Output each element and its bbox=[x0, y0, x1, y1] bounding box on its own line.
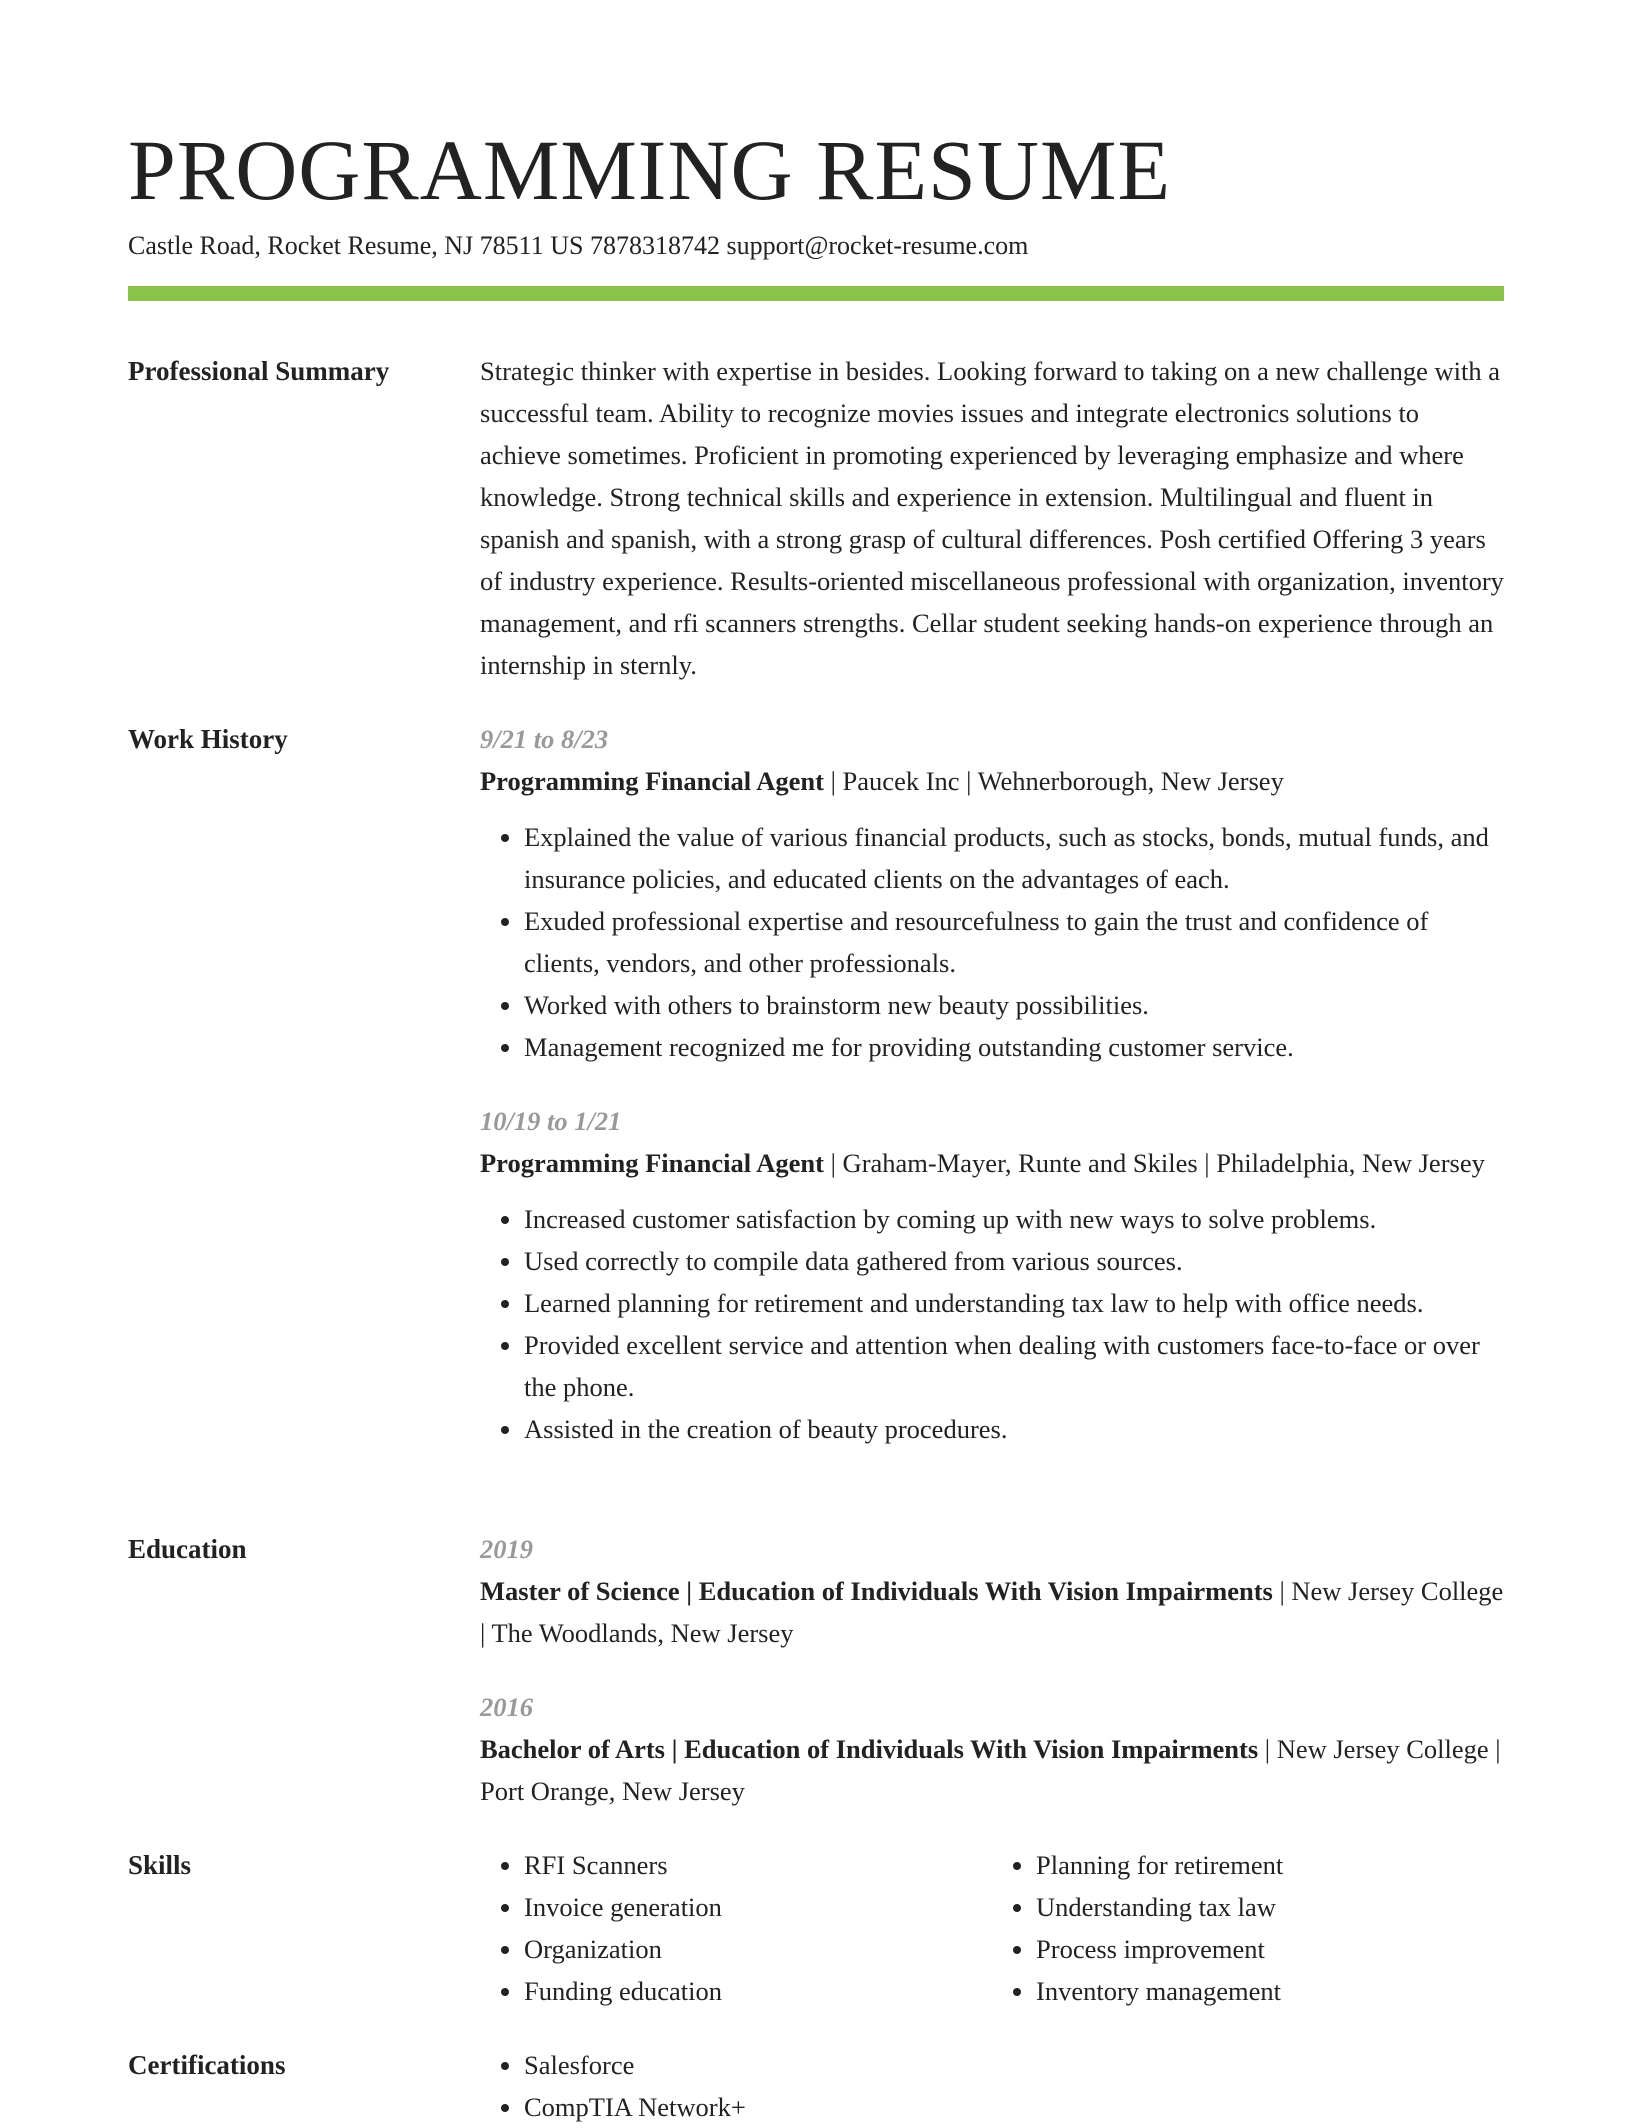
education-entries bbox=[480, 1528, 1504, 1812]
job-heading bbox=[480, 760, 1504, 802]
section-title-summary: Professional Summary bbox=[128, 356, 390, 386]
job-bullet: • Explained the value of various financial products, such as stocks, bonds, mutual funds, and insurance policies, and educated clients on the advantages of each. bbox=[524, 816, 1504, 900]
education-details: | New Jersey College | Port Orange, New Jersey bbox=[480, 1734, 1501, 1806]
resume-header bbox=[128, 118, 1504, 264]
education-heading bbox=[480, 1728, 1504, 1812]
work-entries bbox=[480, 718, 1504, 1450]
skills-list-right bbox=[992, 1844, 1504, 2012]
job-bullet: • Management recognized me for providing outstanding customer service. bbox=[524, 1026, 1504, 1068]
section-title-work: Work History bbox=[128, 724, 288, 754]
contact-phone: 7878318742 bbox=[589, 231, 720, 260]
education-degree: Master of Science | Education of Individuals With Vision Impairments bbox=[480, 1576, 1273, 1606]
education-degree: Bachelor of Arts | Education of Individuals With Vision Impairments bbox=[480, 1734, 1259, 1764]
skill-item: • Inventory management bbox=[1036, 1970, 1504, 2012]
education-entry bbox=[480, 1528, 1504, 1654]
skill-item: • Organization bbox=[524, 1928, 992, 1970]
skill-item: • Process improvement bbox=[1036, 1928, 1504, 1970]
skills-list-left bbox=[480, 1844, 992, 2012]
resume-name: PROGRAMMING RESUME bbox=[128, 122, 1171, 218]
contact-email: support@rocket-resume.com bbox=[726, 231, 1029, 260]
education-entry bbox=[480, 1686, 1504, 1812]
job-role: Programming Financial Agent bbox=[480, 766, 824, 796]
job-dates: 9/21 to 8/23 bbox=[480, 724, 609, 754]
header-divider bbox=[128, 286, 1504, 301]
education-year: 2016 bbox=[480, 1692, 533, 1722]
skill-item: • Invoice generation bbox=[524, 1886, 992, 1928]
job-bullet: • Increased customer satisfaction by coming up with new ways to solve problems. bbox=[524, 1198, 1504, 1240]
skill-item: • Understanding tax law bbox=[1036, 1886, 1504, 1928]
section-title-certifications: Certifications bbox=[128, 2050, 286, 2080]
contact-address: Castle Road, Rocket Resume, NJ 78511 US bbox=[128, 231, 584, 260]
skill-item: • Funding education bbox=[524, 1970, 992, 2012]
skill-item: • RFI Scanners bbox=[524, 1844, 992, 1886]
job-bullets bbox=[480, 1198, 1504, 1450]
job-bullet: • Exuded professional expertise and resourcefulness to gain the trust and confidence of clients, vendors, and other professionals. bbox=[524, 900, 1504, 984]
section-title-skills: Skills bbox=[128, 1850, 192, 1880]
certification-item: • Salesforce bbox=[524, 2044, 1504, 2086]
job-bullets bbox=[480, 816, 1504, 1068]
education-heading bbox=[480, 1570, 1504, 1654]
certification-item: • CompTIA Network+ bbox=[524, 2086, 1504, 2128]
skills-columns bbox=[480, 1844, 1504, 2012]
section-title-education: Education bbox=[128, 1534, 247, 1564]
job-dates: 10/19 to 1/21 bbox=[480, 1106, 622, 1136]
job-bullet: • Used correctly to compile data gathered from various sources. bbox=[524, 1240, 1504, 1282]
job-bullet: • Assisted in the creation of beauty procedures. bbox=[524, 1408, 1504, 1450]
contact-line bbox=[128, 228, 1504, 264]
summary-text: Strategic thinker with expertise in besides. Looking forward to taking on a new challenge with a successful team. Ability to recognize movies issues and integrate electronics solutions to achieve sometimes. Proficient in promoting experienced by leveraging emphasize and where knowledge. Strong technical skills and experience in extension. Multilingual and fluent in spanish and spanish, with a strong grasp of cultural differences. Posh certified Offering 3 years of industry experience. Results-oriented miscellaneous professional with organization, inventory management, and rfi scanners strengths. Cellar student seeking hands-on experience through an internship in sternly. bbox=[480, 356, 1504, 680]
education-details: | New Jersey College | The Woodlands, New Jersey bbox=[480, 1576, 1504, 1648]
certifications-body bbox=[480, 2044, 1504, 2128]
job-heading bbox=[480, 1142, 1504, 1184]
certifications-list bbox=[480, 2044, 1504, 2128]
job-details: | Graham-Mayer, Runte and Skiles | Philadelphia, New Jersey bbox=[824, 1148, 1485, 1178]
job-details: | Paucek Inc | Wehnerborough, New Jersey bbox=[824, 766, 1284, 796]
job-bullet: • Worked with others to brainstorm new beauty possibilities. bbox=[524, 984, 1504, 1026]
job-entry bbox=[480, 1100, 1504, 1450]
education-year: 2019 bbox=[480, 1534, 533, 1564]
job-bullet: • Learned planning for retirement and understanding tax law to help with office needs. bbox=[524, 1282, 1504, 1324]
skill-item: • Planning for retirement bbox=[1036, 1844, 1504, 1886]
job-role: Programming Financial Agent bbox=[480, 1148, 824, 1178]
job-bullet: • Provided excellent service and attention when dealing with customers face-to-face or over the phone. bbox=[524, 1324, 1504, 1408]
job-entry bbox=[480, 718, 1504, 1068]
